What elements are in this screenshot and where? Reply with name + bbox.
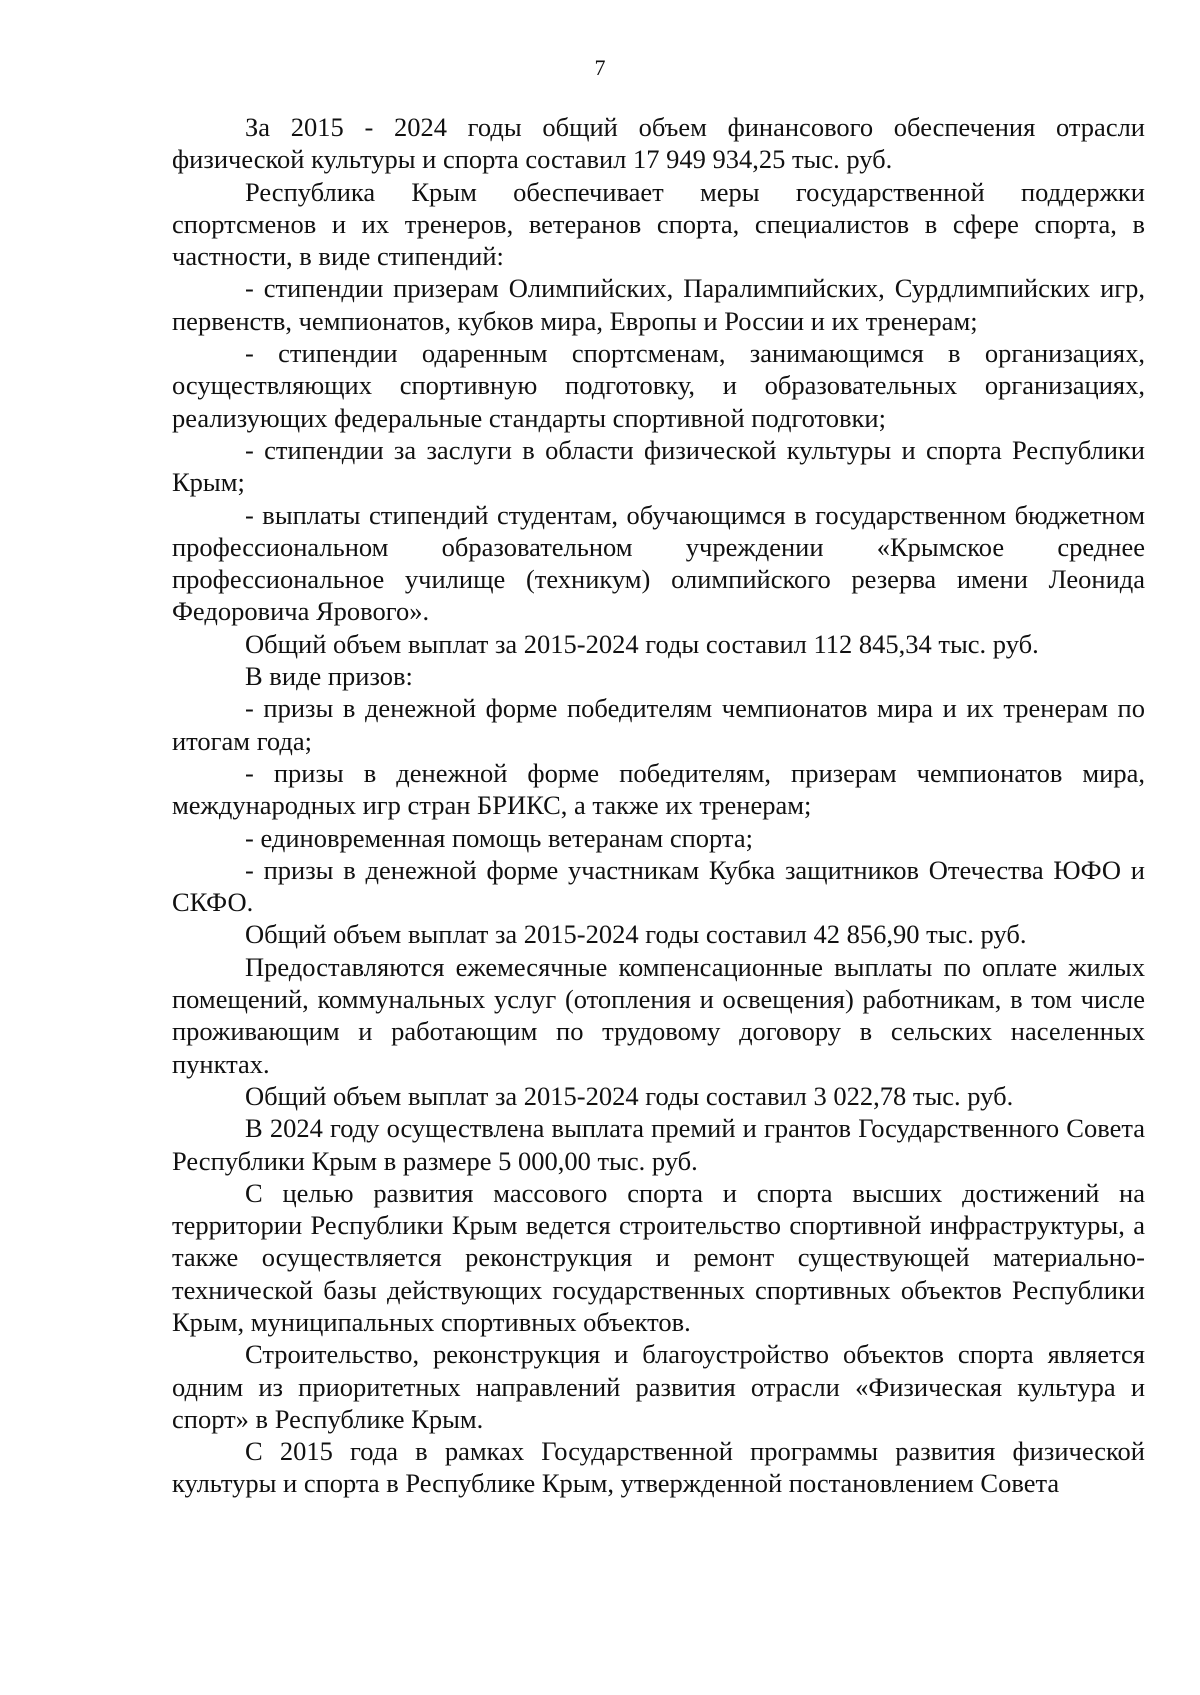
paragraph: С целью развития массового спорта и спорта высших достижений на территории Республики Крым ведется строительство спортивной инфраструктуры, а также осуществляется реконструкция и ремонт существующей материально-технической базы действующих государственных спортивных объектов Республики Крым, муниципальных спортивных объектов.: [172, 1177, 1145, 1337]
list-item: - призы в денежной форме победителям, призерам чемпионатов мира, международных игр стран БРИКС, а также их тренерам;: [172, 757, 1145, 821]
paragraph: Республика Крым обеспечивает меры государственной поддержки спортсменов и их тренеров, ветеранов спорта, специалистов в сфере спорта, в частности, в виде стипендий:: [172, 176, 1145, 272]
list-item: - единовременная помощь ветеранам спорта;: [245, 822, 753, 853]
paragraph: За 2015 - 2024 годы общий объем финансового обеспечения отрасли физической культуры и спорта составил 17 949 934,25 тыс. руб.: [172, 112, 1145, 175]
list-item: - выплаты стипендий студентам, обучающимся в государственном бюджетном профессиональном образовательном учреждении «Крымское среднее профессиональное училище (техникум) олимпийского резерва имени Леонида Федоровича Ярового».: [172, 499, 1145, 627]
list-item: - призы в денежной форме победителям чемпионатов мира и их тренерам по итогам года;: [172, 693, 1145, 756]
paragraph: С 2015 года в рамках Государственной программы развития физической культуры и спорта в Республике Крым, утвержденной постановлением Совета: [172, 1436, 1145, 1499]
paragraph: В 2024 году осуществлена выплата премий и грантов Государственного Совета Республики Крым в размере 5 000,00 тыс. руб.: [172, 1113, 1145, 1176]
paragraph: Общий объем выплат за 2015-2024 годы составил 112 845,34 тыс. руб.: [245, 628, 1039, 659]
paragraph: В виде призов:: [245, 661, 413, 692]
paragraph: Общий объем выплат за 2015-2024 годы составил 42 856,90 тыс. руб.: [245, 919, 1027, 950]
paragraph: Предоставляются ежемесячные компенсационные выплаты по оплате жилых помещений, коммунальных услуг (отопления и освещения) работникам, в том числе проживающим и работающим по трудовому договору в сельских населенных пунктах.: [172, 951, 1145, 1079]
list-item: - стипендии призерам Олимпийских, Паралимпийских, Сурдлимпийских игр, первенств, чемпионатов, кубков мира, Европы и России и их тренерам;: [172, 273, 1145, 336]
list-item: - стипендии за заслуги в области физической культуры и спорта Республики Крым;: [172, 434, 1145, 498]
list-item: - стипендии одаренным спортсменам, занимающимся в организациях, осуществляющих спортивную подготовку, и образовательных организациях, реализующих федеральные стандарты спортивной подготовки;: [172, 338, 1145, 433]
page-number: 7: [594, 55, 606, 80]
list-item: - призы в денежной форме участникам Кубка защитников Отечества ЮФО и СКФО.: [172, 854, 1145, 918]
paragraph: Общий объем выплат за 2015-2024 годы составил 3 022,78 тыс. руб.: [245, 1080, 1014, 1111]
paragraph: Строительство, реконструкция и благоустройство объектов спорта является одним из приоритетных направлений развития отрасли «Физическая культура и спорт» в Республике Крым.: [172, 1339, 1145, 1434]
document-body: [172, 111, 1145, 1500]
